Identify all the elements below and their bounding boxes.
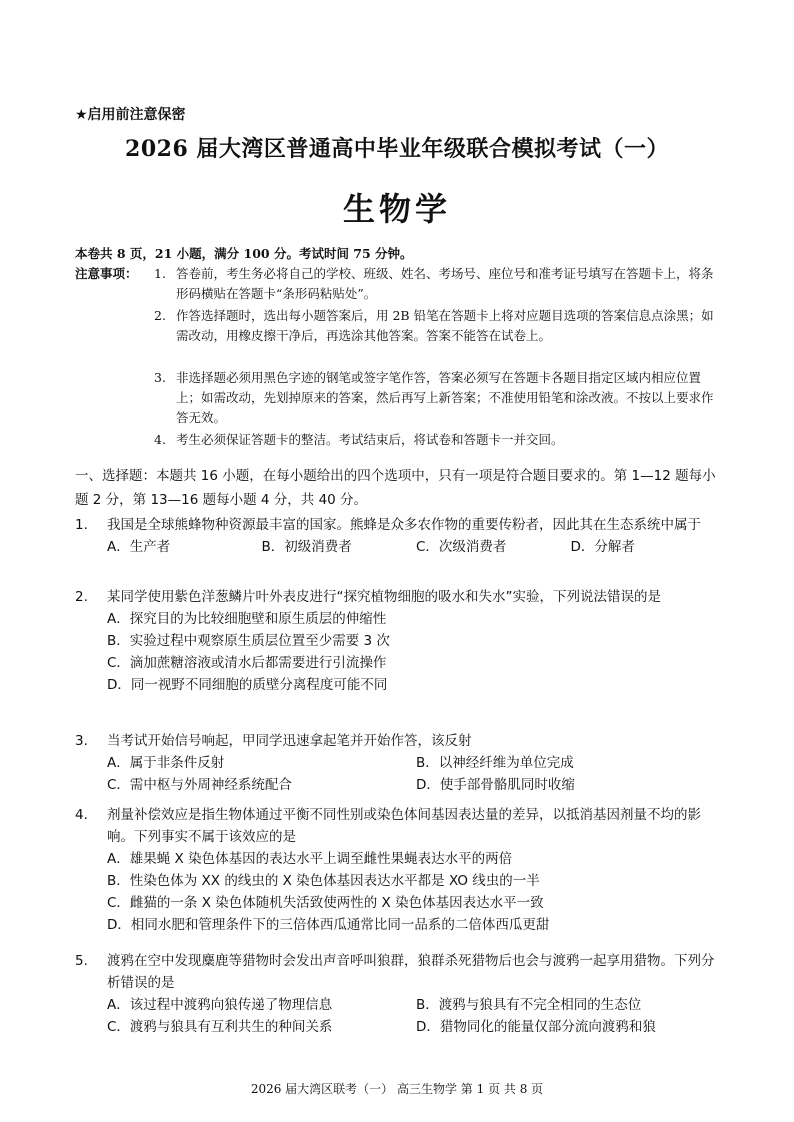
question-stem: 某同学使用紫色洋葱鳞片叶外表皮进行“探究植物细胞的吸水和失水”实验，下列说法错误的是 (107, 589, 661, 605)
note-number: 3. (154, 370, 166, 385)
note-text: 答卷前，考生务必将自己的学校、班级、姓名、考场号、座位号和准考证号填写在答题卡上，将条形码横贴在答题卡“条形码粘贴处”。 (176, 266, 714, 301)
exam-info: 本卷共 8 页，21 小题，满分 100 分。考试时间 75 分钟。 (75, 246, 413, 261)
option-c: C．次级消费者 (416, 539, 507, 555)
question-5 (75, 950, 725, 1038)
option-c: C．需中枢与外周神经系统配合 (107, 777, 292, 793)
option-a: A．生产者 (107, 539, 171, 555)
option-d: D．同一视野不同细胞的质壁分离程度可能不同 (107, 677, 388, 693)
page-footer: 2026 届大湾区联考（一） 高三生物学 第 1 页 共 8 页 (250, 1082, 544, 1096)
options (107, 848, 725, 936)
note-item (154, 430, 724, 450)
option-a: A．雄果蝇 X 染色体基因的表达水平上调至雌性果蝇表达水平的两倍 (107, 851, 513, 867)
option-c: C．渡鸦与狼具有互利共生的种间关系 (107, 1019, 333, 1035)
option-a: A．探究目的为比较细胞壁和原生质层的伸缩性 (107, 611, 387, 627)
option-b: B．性染色体为 XX 的线虫的 X 染色体基因表达水平都是 XO 线虫的一半 (107, 873, 540, 889)
option-b: B．以神经纤维为单位完成 (416, 755, 574, 771)
note-number: 4. (154, 432, 166, 447)
options (107, 1016, 725, 1038)
note-text: 非选择题必须用黑色字迹的钢笔或签字笔作答，答案必须写在答题卡各题目指定区域内相应位置上；如需改动，先划掉原来的答案，然后再写上新答案；不准使用铅笔和涂改液。不按以上要求作答无效。 (176, 370, 714, 425)
question-2 (75, 586, 725, 696)
section-heading: 一、选择题：本题共 16 小题，在每小题给出的四个选项中，只有一项是符合题目要求的。第 1—12 题每小题 2 分，第 13—16 题每小题 4 分，共 40 分。 (75, 468, 716, 508)
question-4 (75, 804, 725, 936)
options (107, 994, 725, 1016)
question-number: 1. (75, 517, 88, 533)
notes-heading: 注意事项： (75, 266, 138, 281)
question-stem: 渡鸦在空中发现麋鹿等猎物时会发出声音呼叫狼群，狼群杀死猎物后也会与渡鸦一起享用猎物。下列分析错误的是 (107, 953, 715, 991)
option-d: D．使手部骨骼肌同时收缩 (416, 777, 575, 793)
note-text: 作答选择题时，选出每小题答案后，用 2B 铅笔在答题卡上将对应题目选项的答案信息点涂黑；如需改动，用橡皮擦干净后，再选涂其他答案。答案不能答在试卷上。 (176, 308, 714, 343)
question-number: 5. (75, 953, 88, 969)
question-number: 4. (75, 807, 88, 823)
options (107, 608, 725, 696)
question-number: 3. (75, 733, 88, 749)
options (107, 536, 725, 558)
question-stem: 当考试开始信号响起，甲同学迅速拿起笔并开始作答，该反射 (107, 733, 472, 749)
option-a: A．该过程中渡鸦向狼传递了物理信息 (107, 997, 333, 1013)
options (107, 752, 725, 774)
option-c: C．滴加蔗糖溶液或清水后都需要进行引流操作 (107, 655, 387, 671)
question-stem: 剂量补偿效应是指生物体通过平衡不同性别或染色体间基因表达量的差异，以抵消基因剂量不均的影响。下列事实不属于该效应的是 (107, 807, 701, 845)
question-stem: 我国是全球熊蜂物种资源最丰富的国家。熊蜂是众多农作物的重要传粉者，因此其在生态系统中属于 (107, 517, 701, 533)
option-b: B．初级消费者 (261, 539, 352, 555)
question-number: 2. (75, 589, 88, 605)
option-b: B．实验过程中观察原生质层位置至少需要 3 次 (107, 633, 390, 649)
option-b: B．渡鸦与狼具有不完全相同的生态位 (416, 997, 642, 1013)
option-d: D．分解者 (570, 539, 635, 555)
exam-title: 2026 届大湾区普通高中毕业年级联合模拟考试（一） (125, 136, 669, 162)
confidential-mark: ★启用前注意保密 (75, 107, 186, 123)
question-3 (75, 730, 725, 796)
option-c: C．雌猫的一条 X 染色体随机失活致使两性的 X 染色体基因表达水平一致 (107, 895, 544, 911)
question-1 (75, 514, 725, 558)
note-item (154, 264, 724, 304)
option-d: D．相同水肥和管理条件下的三倍体西瓜通常比同一品系的二倍体西瓜更甜 (107, 917, 550, 933)
options (107, 774, 725, 796)
subject-title: 生物学 (342, 190, 451, 228)
option-a: A．属于非条件反射 (107, 755, 225, 771)
note-number: 2. (154, 308, 166, 323)
note-number: 1. (154, 266, 166, 281)
note-text: 考生必须保证答题卡的整洁。考试结束后，将试卷和答题卡一并交回。 (176, 432, 564, 447)
note-item (154, 306, 724, 346)
note-item (154, 368, 724, 428)
option-d: D．猎物同化的能量仅部分流向渡鸦和狼 (416, 1019, 656, 1035)
